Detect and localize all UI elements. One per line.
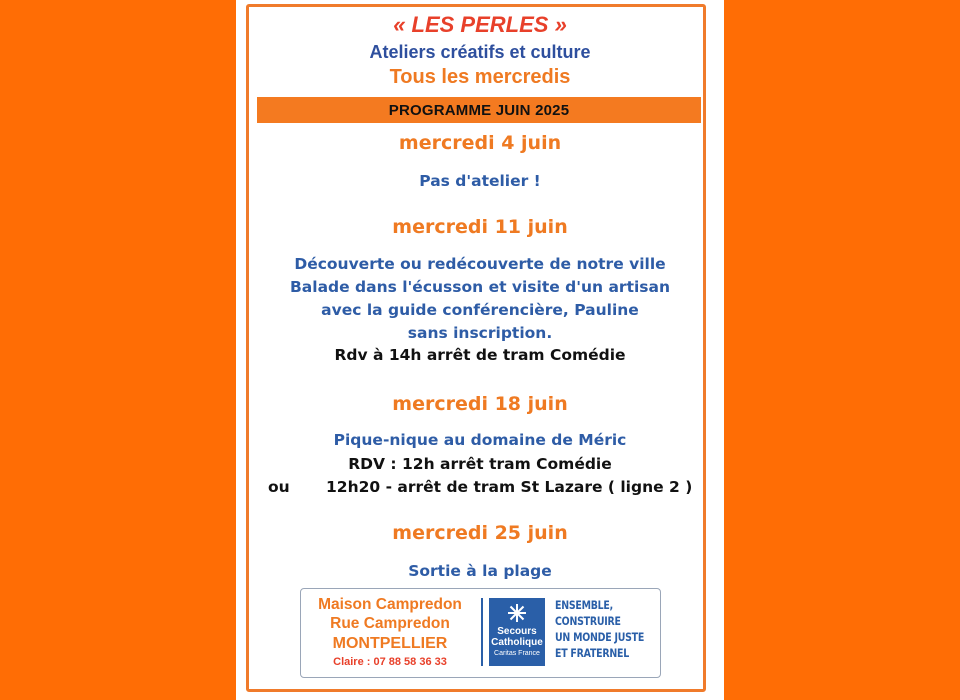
secours-catholique-logo [489, 598, 545, 666]
slogan-line: UN MONDE JUSTE [555, 630, 645, 644]
event-rdv-alt-prefix: ou [268, 478, 290, 496]
event-description: Pique-nique au domaine de Méric [333, 431, 627, 449]
logo-line: Secours [497, 626, 537, 637]
event-description: Sortie à la plage [408, 562, 552, 580]
event-description: Balade dans l'écusson et visite d'un artisan [289, 278, 671, 296]
logo-line: Catholique [491, 637, 543, 648]
program-banner [257, 97, 701, 123]
flyer-frequency: Tous les mercredis [389, 66, 571, 88]
slogan-line: ENSEMBLE, [555, 598, 613, 612]
event-rdv-alt: 12h20 - arrêt de tram St Lazare ( ligne 2 ) [326, 478, 693, 496]
address-city: MONTPELLIER [332, 635, 448, 652]
logo-line: Caritas France [494, 650, 540, 657]
address-line: Rue Campredon [330, 615, 450, 632]
cross-icon [505, 602, 529, 624]
slogan-line: ET FRATERNEL [555, 646, 629, 660]
flyer-title: « LES PERLES » [393, 12, 567, 37]
event-description: sans inscription. [407, 324, 553, 342]
program-banner-text: PROGRAMME JUIN 2025 [388, 101, 570, 119]
footer-divider [481, 598, 483, 666]
event-description: Pas d'atelier ! [419, 172, 541, 190]
event-date-11-juin: mercredi 11 juin [392, 216, 568, 238]
slogan-line: CONSTRUIRE [555, 614, 621, 628]
event-rdv: RDV : 12h arrêt tram Comédie [348, 455, 612, 473]
event-description: avec la guide conférencière, Pauline [321, 301, 639, 319]
address-line: Maison Campredon [318, 596, 462, 613]
event-date-18-juin: mercredi 18 juin [392, 393, 568, 415]
flyer-subtitle: Ateliers créatifs et culture [369, 42, 591, 62]
event-rdv: Rdv à 14h arrêt de tram Comédie [334, 346, 626, 364]
event-date-4-juin: mercredi 4 juin [398, 132, 562, 154]
event-description: Découverte ou redécouverte de notre ville [294, 255, 666, 273]
contact-phone: Claire : 07 88 58 36 33 [333, 656, 447, 668]
event-date-25-juin: mercredi 25 juin [392, 522, 568, 544]
